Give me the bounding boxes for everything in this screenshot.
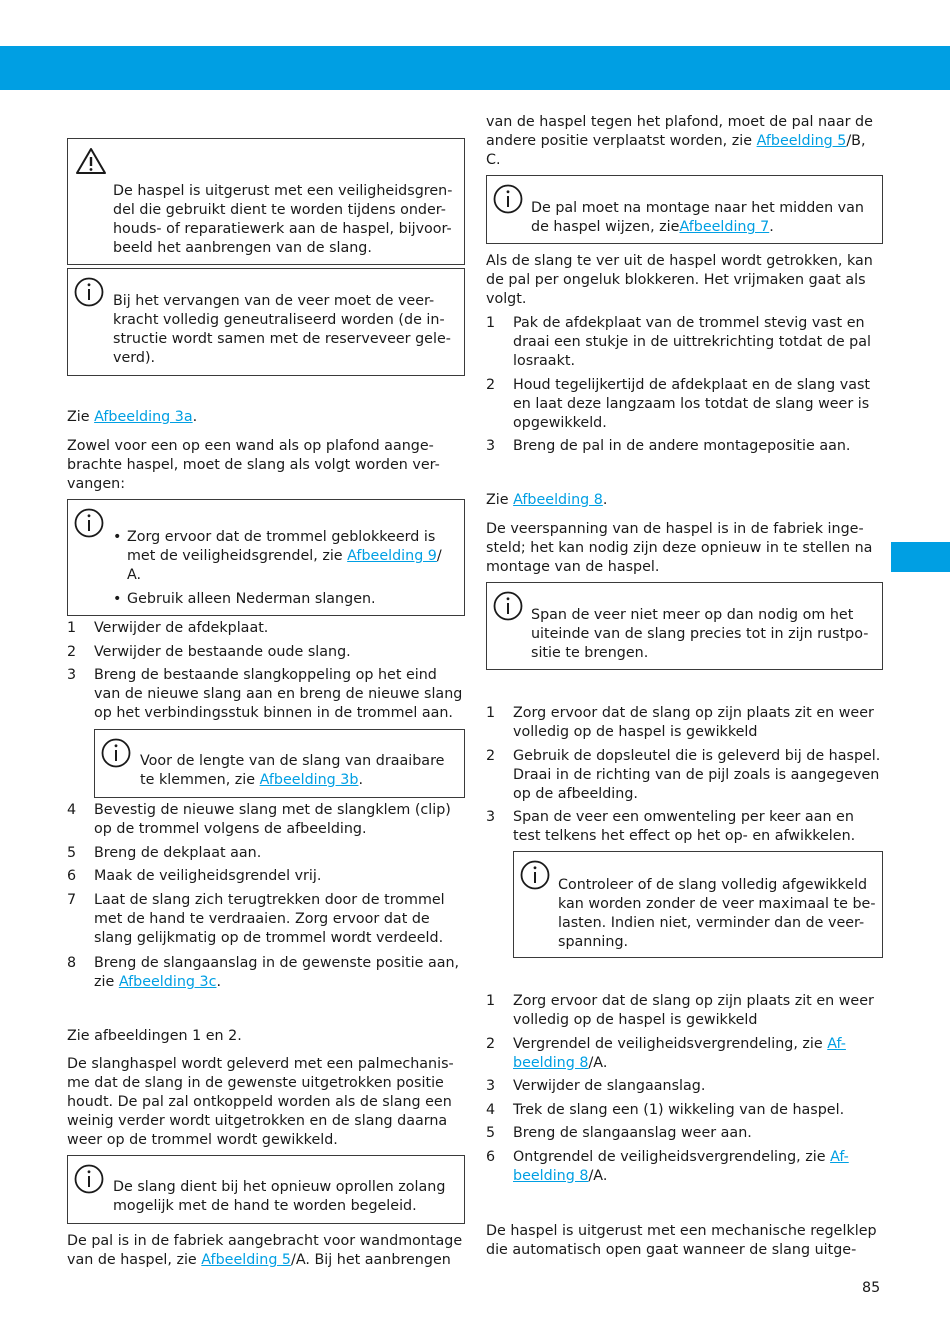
list-item (67, 867, 465, 886)
step-text: Gebruik de dopsleutel die is geleverd bij de haspel. Draai in de richting van de pijl zoals is aangegeven op de afbeelding. (513, 747, 881, 802)
step-number: 2 (486, 1035, 496, 1052)
list-item (486, 314, 884, 371)
step-text: Ontgrendel de veiligheidsvergrendeling, zie (513, 1148, 831, 1165)
step-number: 5 (67, 844, 77, 861)
info-box-spring (67, 268, 465, 376)
link-afbeelding-3b[interactable]: Afbeelding 3b (259, 772, 359, 788)
info-text-pawl (531, 199, 876, 237)
step-text: Trek de slang een (1) wikkeling van de haspel. (513, 1101, 845, 1118)
step-number: 3 (486, 438, 496, 454)
link-afbeelding-5b[interactable]: Afbeelding 5 (756, 133, 847, 149)
info-circle-icon (74, 508, 104, 538)
step-number: 3 (67, 667, 77, 683)
step-text: Span de veer een omwenteling per keer aan en test telkens het effect op het op- en afwikkelen. (513, 809, 856, 844)
list-item (486, 376, 884, 433)
see-figure-8 (486, 491, 884, 510)
step-text: Houd tegelijkertijd de afdekplaat en de slang vast en laat deze langzaam los totdat de slang weer is opgewikkeld. (513, 376, 871, 431)
section-tab-marker (891, 542, 950, 572)
see-figure-3a (67, 408, 465, 427)
info-text-tension: Span de veer niet meer op dan nodig om het uiteinde van de slang precies tot in zijn rustpo-sitie te brengen. (531, 607, 869, 661)
step-number: 4 (486, 1101, 496, 1118)
step-number: 2 (486, 376, 496, 393)
info-box-length (94, 729, 465, 798)
valve-paragraph: De haspel is uitgerust met een mechanische regelklep die automatisch open gaat wanneer de slang uitge- (486, 1223, 877, 1258)
ceiling-post: /B, C. (486, 133, 866, 168)
pal-post: /A. Bij het aanbrengen (291, 1252, 451, 1268)
info-length-pre: Voor de lengte van de slang van draaibare te klemmen, zie (140, 753, 445, 788)
hose-bullet-list (113, 528, 458, 614)
stop-steps (486, 992, 884, 1190)
link-afbeelding-7[interactable]: Afbeelding 7 (679, 219, 770, 235)
info-circle-icon (493, 184, 523, 214)
step-number: 2 (486, 747, 496, 764)
release-steps (486, 314, 884, 461)
step-number: 1 (486, 705, 496, 721)
link-afbeelding-3a[interactable]: Afbeelding 3a (94, 409, 193, 425)
info-box-rewind (67, 1155, 465, 1224)
see8-prefix: Zie (486, 492, 514, 508)
bullet-text: Zorg ervoor dat de trommel geblokkeerd is met de veiligheidsgrendel, zie (127, 529, 436, 564)
info-box-tension (486, 582, 883, 670)
blocking-paragraph: Als de slang te ver uit de haspel wordt getrokken, kan de pal per ongeluk blokkeren. Het vrijmaken gaat als volgt. (486, 253, 873, 307)
spring-paragraph: De veerspanning van de haspel is in de fabriek inge-steld; het kan nodig zijn deze opnieuw in te stellen na montage van de haspel. (486, 521, 873, 575)
step-number: 2 (67, 643, 77, 660)
info-text-spring: Bij het vervangen van de veer moet de veer-kracht volledig geneutraliseerd worden (de in-structie wordt samen met de reserveveer gele-verd). (113, 293, 451, 366)
step-text-suffix: . (216, 974, 222, 990)
step-text: Breng de dekplaat aan. (94, 844, 262, 861)
step-number: 3 (486, 809, 496, 825)
step-text-suffix: /A. (588, 1167, 608, 1184)
list-item (486, 808, 884, 846)
info-box-pawl (486, 175, 883, 244)
info-circle-icon (520, 860, 550, 890)
replace-step-8 (67, 954, 465, 997)
link-afbeelding-8a[interactable]: Af-beelding 8 (513, 1035, 846, 1071)
step-text: Verwijder de bestaande oude slang. (94, 643, 351, 660)
step-text: Bevestig de nieuwe slang met de slangklem (clip) op de trommel volgens de afbeelding. (94, 802, 451, 837)
step-text: Breng de pal in de andere montagepositie aan. (513, 438, 851, 454)
step-text: Breng de slangaanslag in de gewenste positie aan, zie (94, 955, 460, 990)
link-afbeelding-5[interactable]: Afbeelding 5 (201, 1252, 292, 1268)
list-item (67, 666, 465, 723)
see-prefix: Zie (67, 409, 95, 425)
step-number: 1 (486, 315, 496, 331)
list-item (486, 437, 884, 456)
info-box-hose (67, 499, 465, 616)
list-item (67, 801, 465, 839)
info-length-post: . (358, 772, 364, 788)
step-text: Laat de slang zich terugtrekken door de trommel met de hand te verdraaien. Zorg ervoor dat de slang gelijkmatig op de trommel wordt verdeeld. (94, 891, 445, 946)
step-text: Maak de veiligheidsgrendel vrij. (94, 868, 322, 884)
pal-paragraph (67, 1232, 465, 1270)
step-number: 3 (486, 1078, 496, 1094)
step-number: 5 (486, 1125, 496, 1141)
bullet-text-suffix: / A. (127, 548, 442, 583)
warning-box (67, 138, 465, 265)
info-pawl-post: . (769, 219, 774, 235)
list-item (486, 1035, 884, 1073)
list-item (67, 619, 465, 638)
step-text-suffix: /A. (588, 1054, 608, 1071)
list-item (67, 954, 465, 992)
info-text-length (140, 752, 458, 790)
replace-intro: Zowel voor een op een wand als op plafond aange-brachte haspel, moet de slang als volgt worden ver-vangen: (67, 438, 440, 492)
step-number: 1 (67, 620, 77, 636)
replace-steps-4-7 (67, 801, 465, 952)
see-suffix: . (192, 409, 198, 425)
step-number: 7 (67, 891, 77, 908)
step-text: Zorg ervoor dat de slang op zijn plaats zit en weer volledig op de haspel is gewikkeld (513, 705, 874, 740)
info-box-check (513, 851, 883, 958)
link-afbeelding-8[interactable]: Afbeelding 8 (513, 492, 603, 508)
ceiling-pre: van de haspel tegen het plafond, moet de pal naar de andere positie verplaatst worden, zie (486, 114, 873, 149)
step-text: Breng de slangaanslag weer aan. (513, 1125, 752, 1141)
link-afbeelding-9[interactable]: Afbeelding 9 (347, 548, 437, 564)
step-text: Verwijder de afdekplaat. (94, 620, 269, 636)
list-item (486, 704, 884, 742)
step-number: 8 (67, 955, 77, 971)
info-circle-icon (74, 277, 104, 307)
see-figures-1-2: Zie afbeeldingen 1 en 2. (67, 1028, 242, 1044)
list-item (486, 1101, 884, 1120)
list-item (486, 1124, 884, 1143)
step-text: Breng de bestaande slangkoppeling op het eind van de nieuwe slang aan en breng de nieuwe slang op het verbindingsstuk binnen in de trommel aan. (94, 667, 463, 721)
list-item (67, 844, 465, 863)
info-circle-icon (74, 1164, 104, 1194)
step-text: Pak de afdekplaat van de trommel stevig vast en draai een stukje in de uittrekrichting totdat de pal losraakt. (513, 315, 871, 369)
header-bar (0, 46, 950, 90)
list-item (67, 891, 465, 948)
ceiling-paragraph (486, 113, 884, 170)
step-number: 6 (486, 1148, 496, 1165)
step-number: 6 (67, 868, 77, 884)
link-afbeelding-3c[interactable]: Afbeelding 3c (118, 974, 217, 990)
see8-suffix: . (602, 492, 608, 508)
pal-pre: De pal is in de fabriek aangebracht voor wandmontage van de haspel, zie (67, 1233, 463, 1268)
replace-steps-1-3 (67, 619, 465, 728)
link-afbeelding-8b[interactable]: Af-beelding 8 (513, 1148, 849, 1184)
info-circle-icon (101, 738, 131, 768)
list-item (486, 747, 884, 804)
step-text: Verwijder de slangaanslag. (513, 1078, 706, 1094)
step-text: Vergrendel de veiligheidsvergrendeling, zie (513, 1035, 828, 1052)
step-number: 1 (486, 993, 496, 1009)
list-item (486, 1148, 884, 1186)
warning-text: De haspel is uitgerust met een veiligheidsgren-del die gebruikt dient te worden tijdens onder-houds- of reparatiewerk aan de haspel, bijvoor-beeld het aanbrengen van de slang. (113, 183, 453, 256)
list-item (486, 1077, 884, 1096)
step-number: 4 (67, 802, 77, 818)
info-circle-icon (493, 591, 523, 621)
warning-triangle-icon (75, 147, 107, 175)
info-pawl-pre: De pal moet na montage naar het midden van de haspel wijzen, zie (531, 200, 864, 235)
tension-steps (486, 704, 884, 851)
step-text: Zorg ervoor dat de slang op zijn plaats zit en weer volledig op de haspel is gewikkeld (513, 993, 874, 1028)
info-text-check: Controleer of de slang volledig afgewikkeld kan worden zonder de veer maximaal te be-lasten. Indien niet, verminder dan de veer-spanning. (558, 877, 876, 950)
list-item (486, 992, 884, 1030)
bullet-item (113, 528, 458, 585)
pawl-paragraph: De slanghaspel wordt geleverd met een palmechanis-me dat de slang in de gewenste uitgetrokken positie houdt. De pal zal ontkoppeld worden als de slang een weinig verder wordt uitgetrokken en de slang daarna weer op de trommel wordt gewikkeld. (67, 1056, 454, 1148)
info-text-rewind: De slang dient bij het opnieuw oprollen zolang mogelijk met de hand te worden begeleid. (113, 1179, 446, 1214)
bullet-item: • Gebruik alleen Nederman slangen. (113, 590, 458, 609)
list-item (67, 643, 465, 662)
page-number: 85 (862, 1280, 881, 1296)
